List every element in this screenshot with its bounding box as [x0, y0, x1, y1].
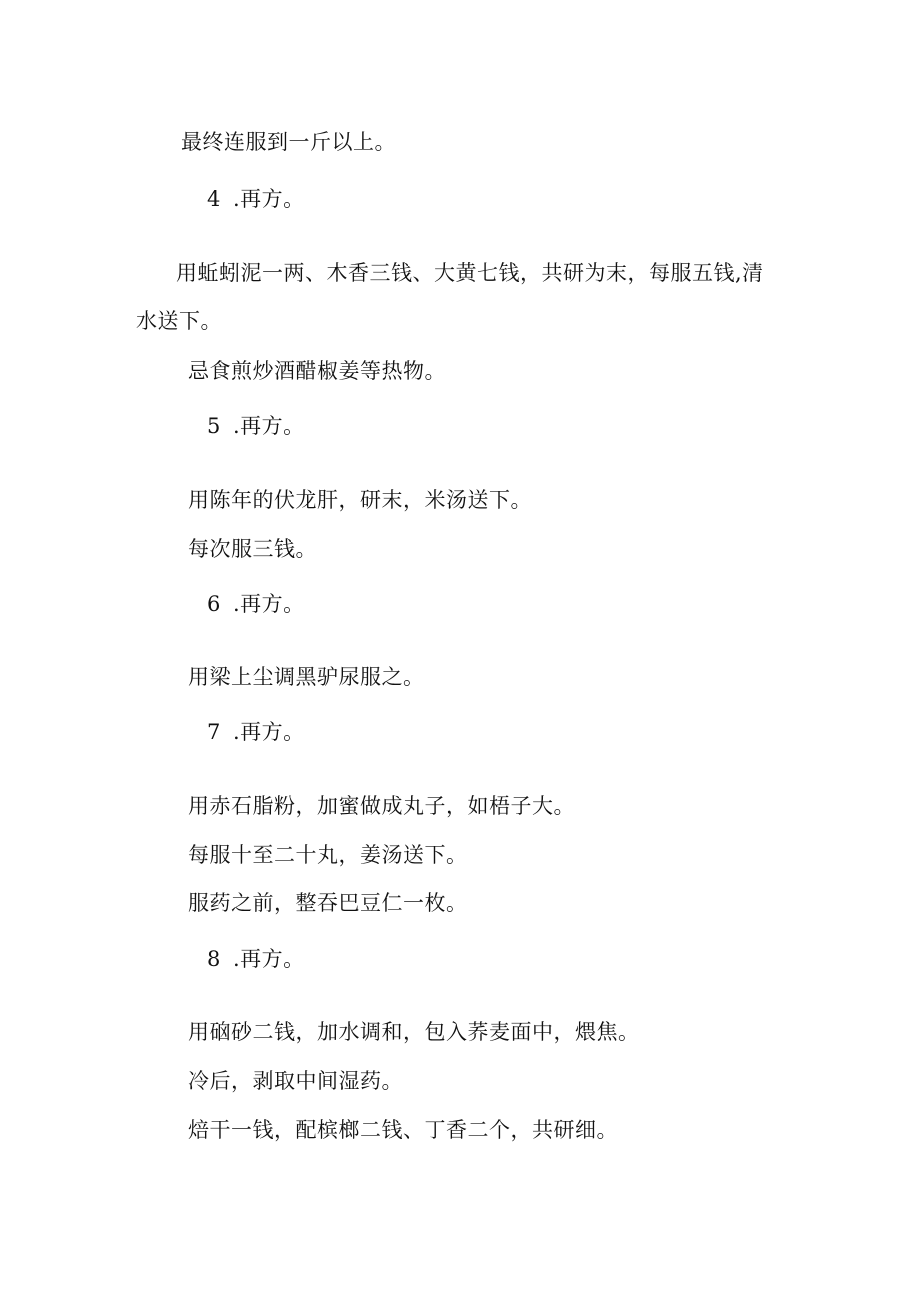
- list-heading: [207, 945, 305, 973]
- paragraph-line: 最终连服到一斤以上。: [181, 130, 396, 154]
- paragraph-line: 每次服三钱。: [188, 537, 317, 561]
- list-heading-text: .再方。: [233, 947, 305, 971]
- list-heading-text: .再方。: [233, 592, 305, 616]
- list-heading: [207, 590, 305, 618]
- paragraph-line: 水送下。: [136, 309, 222, 333]
- list-heading: [207, 412, 305, 440]
- list-number: 8: [207, 947, 221, 971]
- list-number: 4: [207, 187, 221, 211]
- list-heading-text: .再方。: [233, 414, 305, 438]
- paragraph-line: 用蚯蚓泥一两、木香三钱、大黄七钱，共研为末，每服五钱,清: [176, 261, 764, 285]
- list-number: 6: [207, 592, 221, 616]
- list-heading: [207, 718, 305, 746]
- paragraph-line: 用梁上尘调黑驴尿服之。: [188, 665, 425, 689]
- list-heading: [207, 185, 305, 213]
- paragraph-line: 冷后，剥取中间湿药。: [188, 1069, 403, 1093]
- paragraph-line: 忌食煎炒酒醋椒姜等热物。: [188, 359, 446, 383]
- paragraph-line: 服药之前，整吞巴豆仁一枚。: [188, 891, 468, 915]
- list-number: 5: [207, 414, 221, 438]
- paragraph-line: 用陈年的伏龙肝，研末，米汤送下。: [188, 488, 532, 512]
- paragraph-line: 用硇砂二钱，加水调和，包入荞麦面中，煨焦。: [188, 1020, 640, 1044]
- list-number: 7: [207, 720, 221, 744]
- list-heading-text: .再方。: [233, 187, 305, 211]
- paragraph-line: 每服十至二十丸，姜汤送下。: [188, 843, 468, 867]
- paragraph-line: 用赤石脂粉，加蜜做成丸子，如梧子大。: [188, 794, 575, 818]
- list-heading-text: .再方。: [233, 720, 305, 744]
- paragraph-line: 焙干一钱，配槟榔二钱、丁香二个，共研细。: [188, 1118, 618, 1142]
